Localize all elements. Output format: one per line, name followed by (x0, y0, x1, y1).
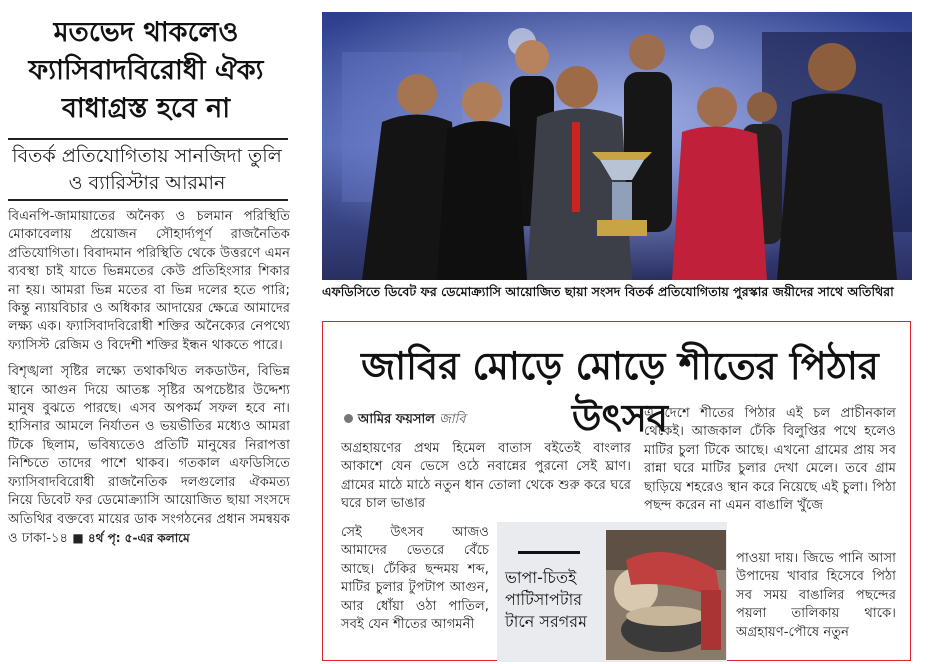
pull-quote-rule (518, 551, 580, 554)
author-name: আমির ফয়সাল (358, 412, 435, 427)
byline (344, 410, 465, 431)
subhead-divider (8, 199, 288, 201)
feature-column-1-top: অগ্রহায়ণের প্রথম হিমেল বাতাস বইতেই বাংলার আকাশে যেন ভেসে ওঠে নবান্নের পুরনো সেই ঘ্রাণ। গ্রামের মাঠে মাঠে নতুন ধান তোলা থেকে শুরু করে ঘরে ঘরে চাল ভাঙার (341, 441, 631, 512)
pitha-photo (606, 530, 726, 660)
pitha-photo-illustration (606, 530, 726, 660)
dateline: জাবি (439, 412, 466, 427)
headline-divider (8, 138, 288, 140)
article-paragraph-2: বিশৃঙ্খলা সৃষ্টির লক্ষ্যে তথাকথিত লকডাউন, বিভিন্ন স্থানে আগুন দিয়ে আতঙ্ক সৃষ্টির অপচেষ্টার উদ্দেশ্য মানুষ বুঝতে পারছে। এসব অপকর্ম সফল হবে না। হাসিনার আমলে নির্যাতন ও ভয়ভীতির মধ্যেও আমরা টিকে ছিলাম, ভবিষ্যতেও প্রতিটি মানুষের নিরাপত্তা নিশ্চিতে তাদের পাশে থাকব। গতকাল এফডিসিতে ফ্যাসিবাদবিরোধী রাজনৈতিক দলগুলোর ঐকমত্য নিয়ে ডিবেট ফর ডেমোক্র্যাসি আয়োজিত ছায়া সংসদে অতিথির বক্তব্যে মায়ের ডাক সংগঠনের প্রধান সমন্বয়ক ও ঢাকা-১৪ ■ ৪র্থ পৃ: ৫-এর কলামে (8, 364, 290, 546)
article-subhead: বিতর্ক প্রতিযোগিতায় সানজিদা তুলি ও ব্যারিস্টার আরমান (12, 145, 282, 194)
continued-on-page: ■ ৪র্থ পৃ: ৫-এর কলামে (72, 530, 190, 545)
feature-column-1-bottom: সেই উৎসব আজও আমাদের ভেতরে বেঁচে আছে। ঢেঁকির ছন্দময় শব্দ, মাটির চুলার টুপটাপ আগুন, আর ধোঁয়া ওঠা পাতিল, সবই যেন শীতের আগমনী (341, 525, 489, 633)
feature-headline: জাবির মোড়ে মোড়ে শীতের পিঠার উৎসব (361, 344, 879, 440)
award-photo (322, 12, 912, 280)
award-photo-illustration (322, 12, 912, 280)
photo-caption: এফডিসিতে ডিবেট ফর ডেমোক্র্যাসি আয়োজিত ছায়া সংসদ বিতর্ক প্রতিযোগিতায় পুরস্কার জয়ীদের সাথে অতিথিরা (322, 284, 894, 299)
pull-quote-text: ভাপা-চিতই পাটিসাপটার টানে সরগরম (505, 568, 587, 631)
byline-bullet (344, 414, 353, 423)
feature-column-2-top: এ দেশে শীতের পিঠার এই চল প্রাচীনকাল থেকেই। আজকাল ঢেঁকি বিলুপ্তির পথে হলেও মাটির চুলা টিকে আছে। এখনো গ্রামের প্রায় সব রান্না ঘরে মাটির চুলার দেখা মেলে। তবে গ্রাম ছাড়িয়ে শহরেও স্থান করে নিয়েছে এই চুলা। পিঠা পছন্দ করেন না এমন বাঙালি খুঁজে (644, 406, 896, 514)
article-paragraph-1: বিএনপি-জামায়াতের অনৈক্য ও চলমান পরিস্থিতি মোকাবেলায় প্রয়োজন সৌহার্দ্যপূর্ণ রাজনৈতিক প্রতিযোগিতা। বিবাদমান পরিস্থিতি থেকে উত্তরণে এমন ব্যবস্থা চাই যাতে ভিন্নমতের কেউ প্রতিহিংসার শিকার না হয়। আমরা ভিন্ন মতের বা ভিন্ন দলের হতে পারি; কিন্তু ন্যায়বিচার ও অধিকার আদায়ের ক্ষেত্রে আমাদের লক্ষ্য এক। ফ্যাসিবাদবিরোধী শক্তির অনৈক্যের নেপথ্যে ফ্যাসিস্ট রেজিম ও বিদেশী শক্তির ইন্ধন থাকতে পারে। (8, 209, 290, 353)
article-body (8, 208, 290, 554)
feature-column-2-bottom: পাওয়া দায়। জিভে পানি আসা উপাদেয় খাবার হিসেবে পিঠা সব সময় বাঙালির পছন্দের পয়লা তালিকায় থাকে। অগ্রহায়ণ-পৌষে নতুন (736, 551, 896, 640)
article-headline: মতভেদ থাকলেও ফ্যাসিবাদবিরোধী ঐক্য বাধাগ্রস্ত হবে না (28, 17, 264, 124)
